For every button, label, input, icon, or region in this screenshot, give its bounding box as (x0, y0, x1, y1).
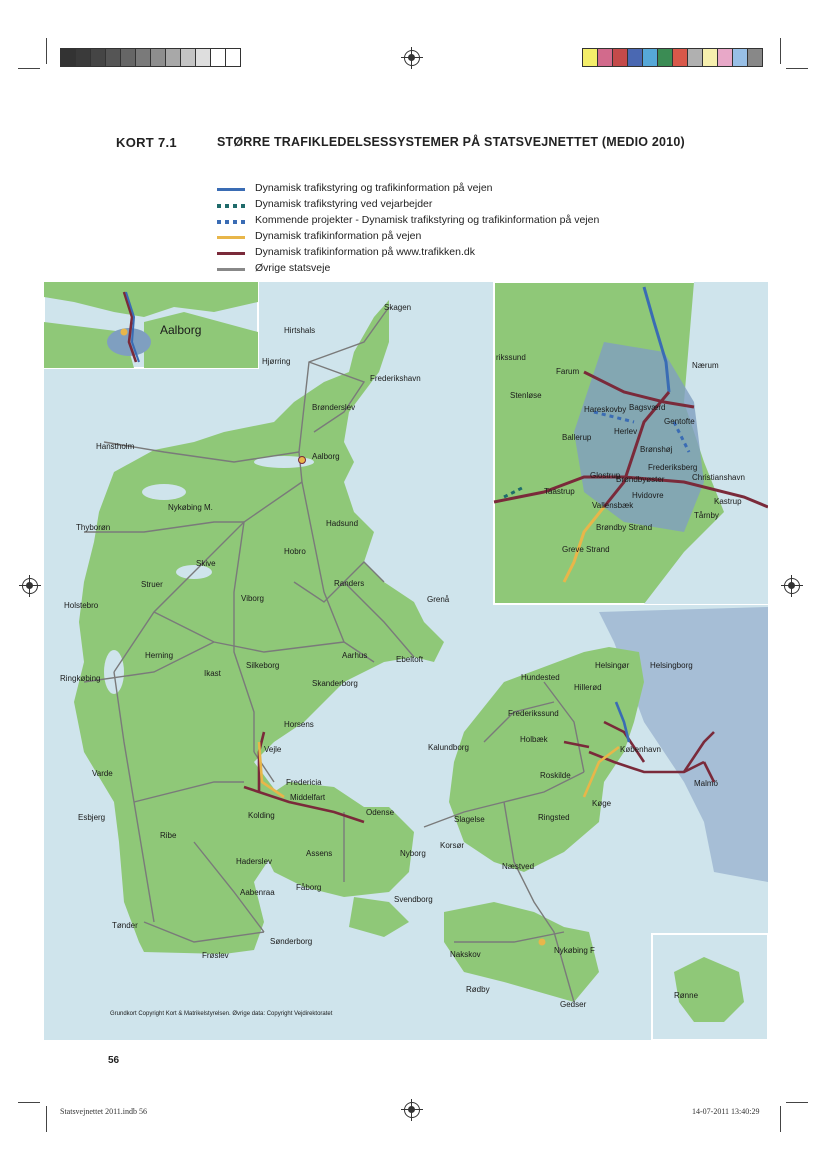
registration-mark-icon (404, 1102, 420, 1118)
color-swatch (210, 48, 226, 67)
place-label: Næstved (502, 862, 535, 871)
legend-swatch (217, 204, 245, 208)
place-label: Christianshavn (692, 473, 745, 482)
grayscale-color-bar (60, 48, 240, 67)
crop-mark (780, 1106, 781, 1132)
crop-mark (46, 38, 47, 64)
color-swatch (195, 48, 211, 67)
registration-mark-icon (404, 50, 420, 66)
place-label: Brønderslev (312, 403, 356, 412)
place-label: Ringsted (538, 813, 570, 822)
place-label: Randers (334, 579, 365, 588)
color-swatch (642, 48, 658, 67)
inset-bornholm-label: Rønne (674, 991, 699, 1000)
legend-label: Dynamisk trafikstyring ved vejarbejder (255, 198, 433, 210)
place-label: Hareskovby (584, 405, 627, 414)
place-label: Varde (92, 769, 113, 778)
place-label: Brøndby Strand (596, 523, 653, 532)
crop-mark (18, 68, 40, 69)
color-swatch (672, 48, 688, 67)
color-swatch (702, 48, 718, 67)
inset-copenhagen (494, 282, 768, 604)
place-label: Taastrup (544, 487, 575, 496)
place-label: Viborg (241, 594, 264, 603)
color-swatch (627, 48, 643, 67)
map-copyright: Grundkort Copyright Kort & Matrikelstyrelsen. Øvrige data: Copyright Vejdirektoratet (110, 1011, 333, 1017)
place-label: Thyborøn (76, 523, 111, 532)
place-label: Malmö (694, 779, 719, 788)
place-label: Ballerup (562, 433, 592, 442)
place-label: Brønshøj (640, 445, 673, 454)
place-label: Esbjerg (78, 813, 106, 822)
place-label: Nærum (692, 361, 719, 370)
place-label: Korsør (440, 841, 464, 850)
crop-mark (780, 38, 781, 64)
color-swatch (225, 48, 241, 67)
place-label: København (620, 745, 661, 754)
color-swatch (687, 48, 703, 67)
place-label: Hjørring (262, 357, 291, 366)
inset-aalborg (44, 282, 258, 368)
color-swatch (120, 48, 136, 67)
legend-swatch (217, 268, 245, 271)
place-label: Nykøbing M. (168, 503, 213, 512)
place-label: Tårnby (694, 511, 719, 520)
place-label: Hundested (521, 673, 560, 682)
crop-mark (46, 1106, 47, 1132)
place-label: Fredericia (286, 778, 322, 787)
file-name: Statsvejnettet 2011.indb 56 (60, 1107, 148, 1116)
legend-label: Kommende projekter - Dynamisk trafikstyring og trafikinformation på vejen (255, 214, 600, 226)
place-label: Brøndbyøster (616, 475, 665, 484)
legend-label: Dynamisk trafikinformation på vejen (255, 230, 422, 242)
legend-swatch (217, 252, 245, 255)
city-marker (539, 939, 546, 946)
place-label: Vallensbæk (592, 501, 634, 510)
place-label: Haderslev (236, 857, 273, 866)
registration-mark-icon (22, 578, 38, 594)
color-swatch (747, 48, 763, 67)
inset-aalborg-label: Aalborg (160, 323, 202, 337)
legend-swatch (217, 236, 245, 239)
process-color-bar (582, 48, 762, 67)
place-label: Frederikshavn (370, 374, 421, 383)
place-label: Hobro (284, 547, 306, 556)
place-label: Roskilde (540, 771, 571, 780)
color-swatch (657, 48, 673, 67)
place-label: Farum (556, 367, 580, 376)
registration-mark-icon (784, 578, 800, 594)
place-label: Assens (306, 849, 333, 858)
place-label: Hvidovre (632, 491, 664, 500)
place-label: Skive (196, 559, 216, 568)
place-label: Nakskov (450, 950, 481, 959)
place-label: Ribe (160, 831, 177, 840)
place-label: Helsingør (595, 661, 630, 670)
place-label: Nyborg (400, 849, 426, 858)
legend-label: Dynamisk trafikinformation på www.trafikken.dk (255, 246, 475, 258)
place-label: Helsingborg (650, 661, 693, 670)
color-swatch (717, 48, 733, 67)
place-label: Aalborg (312, 452, 340, 461)
place-label: Aabenraa (240, 888, 275, 897)
place-label: Odense (366, 808, 395, 817)
place-label: rikssund (496, 353, 526, 362)
place-label: Horsens (284, 720, 314, 729)
color-swatch (180, 48, 196, 67)
place-label: Svendborg (394, 895, 433, 904)
color-swatch (105, 48, 121, 67)
place-label: Hillerød (574, 683, 602, 692)
place-label: Ikast (204, 669, 221, 678)
page-number: 56 (108, 1055, 120, 1066)
city-marker (299, 457, 306, 464)
place-label: Slagelse (454, 815, 485, 824)
place-label: Greve Strand (562, 545, 610, 554)
place-label: Ebeltoft (396, 655, 424, 664)
place-label: Sønderborg (270, 937, 313, 946)
place-label: Tønder (112, 921, 138, 930)
color-swatch (150, 48, 166, 67)
color-swatch (597, 48, 613, 67)
place-label: Hirtshals (284, 326, 316, 335)
place-label: Grenå (427, 595, 450, 604)
place-label: Skagen (384, 303, 412, 312)
place-label: Skanderborg (312, 679, 358, 688)
inset-bornholm (652, 934, 768, 1040)
legend-label: Dynamisk trafikstyring og trafikinformation på vejen (255, 182, 493, 194)
place-label: Frøslev (202, 951, 229, 960)
place-label: Kolding (248, 811, 275, 820)
place-label: Middelfart (290, 793, 326, 802)
color-swatch (60, 48, 76, 67)
color-swatch (582, 48, 598, 67)
crop-mark (786, 1102, 808, 1103)
place-label: Aarhus (342, 651, 368, 660)
crop-mark (18, 1102, 40, 1103)
legend-swatch (217, 188, 245, 191)
place-label: Stenløse (510, 391, 542, 400)
place-label: Struer (141, 580, 163, 589)
place-label: Gentofte (664, 417, 695, 426)
fjord (142, 484, 186, 500)
place-label: Rødby (466, 985, 490, 994)
place-label: Nykøbing F (554, 946, 595, 955)
place-label: Hanstholm (96, 442, 135, 451)
color-swatch (135, 48, 151, 67)
place-label: Kastrup (714, 497, 742, 506)
place-label: Silkeborg (246, 661, 280, 670)
place-label: Fåborg (296, 883, 322, 892)
place-label: Køge (592, 799, 612, 808)
color-swatch (732, 48, 748, 67)
print-timestamp: 14-07-2011 13:40:29 (692, 1107, 760, 1116)
color-swatch (75, 48, 91, 67)
place-label: Holbæk (520, 735, 548, 744)
color-swatch (165, 48, 181, 67)
crop-mark (786, 68, 808, 69)
place-label: Herning (145, 651, 174, 660)
map-number: KORT 7.1 (116, 135, 177, 150)
place-label: Holstebro (64, 601, 99, 610)
place-label: Frederiksberg (648, 463, 698, 472)
place-label: Herlev (614, 427, 638, 436)
denmark-road-map (44, 282, 768, 1040)
place-label: Kalundborg (428, 743, 469, 752)
color-swatch (612, 48, 628, 67)
color-swatch (90, 48, 106, 67)
place-label: Frederikssund (508, 709, 559, 718)
place-label: Gedser (560, 1000, 587, 1009)
place-label: Ringkøbing (60, 674, 101, 683)
place-label: Hadsund (326, 519, 359, 528)
legend-swatch (217, 220, 245, 224)
page-title: STØRRE TRAFIKLEDELSESSYSTEMER PÅ STATSVEJNETTET (MEDIO 2010) (217, 135, 685, 149)
place-label: Glostrup (590, 471, 621, 480)
place-label: Vejle (264, 745, 282, 754)
legend-label: Øvrige statsveje (255, 262, 331, 274)
place-label: Bagsværd (629, 403, 666, 412)
